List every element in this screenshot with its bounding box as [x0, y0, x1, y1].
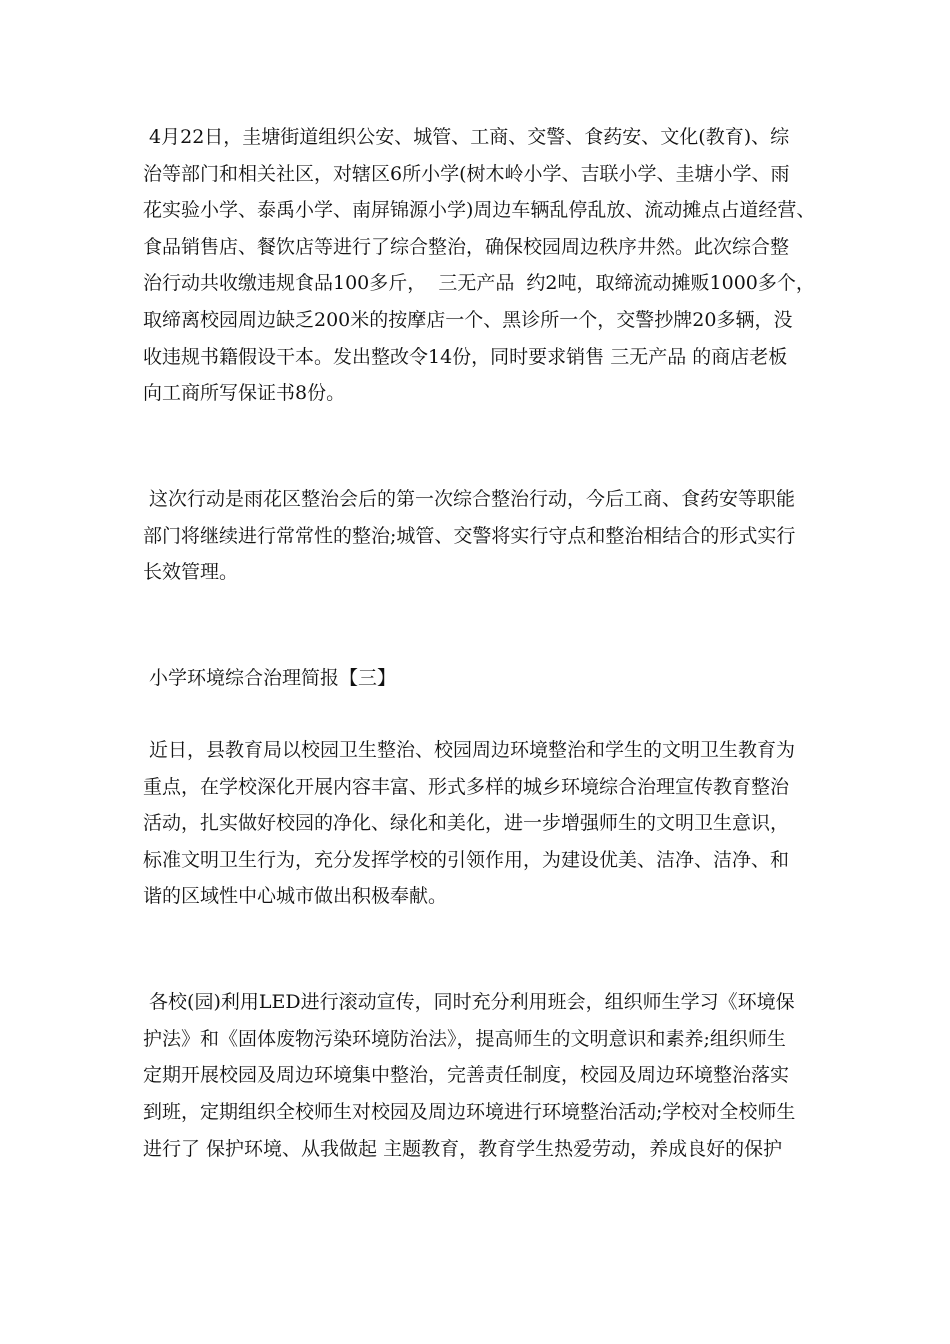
text-line: 向工商所写保证书8份。 [143, 382, 346, 404]
text-line: 活动，扎实做好校园的净化、绿化和美化，进一步增强师生的文明卫生意识， [143, 812, 790, 834]
text-line: 各校(园)利用LED进行滚动宣传，同时充分利用班会，组织师生学习《环境保 [143, 991, 795, 1013]
text-line: 护法》和《固体废物污染环境防治法》，提高师生的文明意识和素养;组织师生 [143, 1028, 786, 1050]
text-line: 这次行动是雨花区整治会后的第一次综合整治行动，今后工商、食药安等职能 [143, 488, 796, 510]
text-line: 标准文明卫生行为，充分发挥学校的引领作用，为建设优美、洁净、洁净、和 [143, 849, 790, 871]
text-line: 食品销售店、餐饮店等进行了综合整治，确保校园周边秩序井然。此次综合整 [143, 236, 790, 258]
text-line: 4月22日，圭塘街道组织公安、城管、工商、交警、食药安、文化(教育)、综 [143, 126, 790, 148]
text-line: 定期开展校园及周边环境集中整治，完善责任制度，校园及周边环境整治落实 [143, 1064, 790, 1086]
text-line: 部门将继续进行常常性的整治;城管、交警将实行守点和整治相结合的形式实行 [143, 525, 796, 547]
text-line: 长效管理。 [143, 561, 239, 583]
text-line: 谐的区域性中心城市做出积极奉献。 [143, 885, 448, 907]
text-line: 近日，县教育局以校园卫生整治、校园周边环境整治和学生的文明卫生教育为 [143, 739, 796, 761]
text-line: 治等部门和相关社区，对辖区6所小学(树木岭小学、吉联小学、圭塘小学、雨 [143, 163, 790, 185]
text-line: 重点，在学校深化开展内容丰富、形式多样的城乡环境综合治理宣传教育整治 [143, 776, 790, 798]
text-line: 治行动共收缴违规食品100多斤， 三无产品 约2吨，取缔流动摊贩1000多个， [143, 272, 815, 294]
text-line: 收违规书籍假设干本。发出整改令14份，同时要求销售 三无产品 的商店老板 [143, 346, 788, 368]
text-line: 进行了 保护环境、从我做起 主题教育，教育学生热爱劳动，养成良好的保护 [143, 1138, 783, 1160]
text-line: 取缔离校园周边缺乏200米的按摩店一个、黑诊所一个，交警抄牌20多辆，没 [143, 309, 793, 331]
text-line: 花实验小学、泰禹小学、南屏锦源小学)周边车辆乱停乱放、流动摊点占道经营、 [143, 199, 816, 221]
text-line: 到班，定期组织全校师生对校园及周边环境进行环境整治活动;学校对全校师生 [143, 1101, 796, 1123]
heading-line: 小学环境综合治理简报【三】 [143, 667, 397, 689]
